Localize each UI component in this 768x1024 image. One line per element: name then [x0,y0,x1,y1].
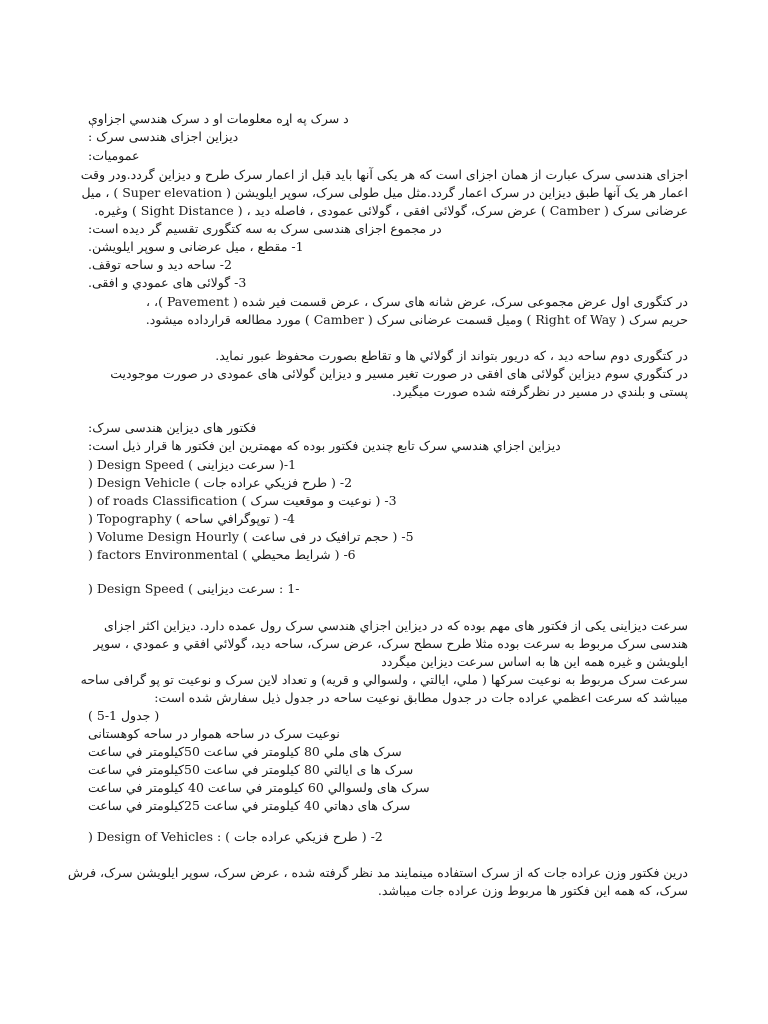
list-item: 2- ساحه دید و ساحه توقف. [88,257,232,272]
paragraph-line: عرضانی سرک ( Camber ) عرض سرک، گولائی افقی ، گولائی عمودی ، فاصله دید ، ( Sight Distance ) وغیره. [94,203,688,218]
paragraph-line: در مجموع اجزای هندسی سرک به سه کتگوری تقسیم گر دیده است: [88,221,442,236]
factor-list-item: 5- ( حجم ترافیک در فی ساعت ) Volume Design Hourly ( [88,529,414,544]
factor-list-item: 3- ( نوعیت و موقعیت سرک ) of roads Classification ( [88,493,397,508]
paragraph-line: در کتگوری دوم ساحه دید ، که دریور بتواند از گولائي ها و تقاطع بصورت محفوظ عبور نماید. [215,348,688,363]
table-row: سرک های ملي 80 کیلومتر في ساعت 50کیلومتر في ساعت [88,744,402,759]
paragraph-line: اعمار هر یک آنها طبق دیزاین در سرک اعمار گردد.مثل میل طولی سرک، سوپر ایلویشن ( Super elevation ) ، میل [81,185,688,200]
paragraph-line: در کتگوری اول عرض مجموعی سرک، عرض شانه های سرک ، عرض قسمت فیر شده ( Pavement )، ، [146,294,688,309]
table-row: نوعیت سرک در ساحه هموار در ساحه کوهستانی [88,726,340,741]
paragraph-line: سرعت دیزاینی یکی از فکتور های مهم بوده که در دیزاین اجزاي هندسي سرک رول عمده دارد. دیزاین اکثر اجزای [104,618,688,633]
paragraph-line: پستی و بلندي در مسیر در نظرگرفته شده صورت میگیرد. [391,384,688,399]
paragraph-line: ایلویشن و غیره همه این ها به اساس سرعت دیزاین میگردد [381,654,688,669]
paragraph-line: حریم سرک ( Right of Way ) ومیل قسمت عرضانی سرک ( Camber ) مورد مطالعه قرارداده میشود. [145,312,688,327]
subheading-general: عمومیات: [88,148,140,163]
paragraph-line: در کتگوري سوم دیزاین گولائی های افقی در صورت تغیر مسیر و دیزاین گولائی های عمودی در صورت موجودیت [110,366,688,381]
paragraph-line: سرعت سرک مربوط به نوعیت سرکها ( ملي، ایالتي ، ولسوالي و قریه) و تعداد لاین سرک و نوعیت تو پو گرافی ساحه [80,672,688,687]
table-row: سرک های ولسوالي 60 کیلومتر في ساعت 40 کیلومتر في ساعت [88,780,430,795]
table-caption: ( جدول 1-5 ) [88,708,160,723]
list-item: 3- گولائی های عمودي و افقی. [88,275,247,290]
factor-list-item: 4- ( توپوگرافي ساحه ) Topography ( [88,511,295,526]
paragraph-line: هندسی سرک مربوط به سرعت بوده مثلا طرح سطح سرک، عرض سرک، ساحه دید، گولائي افقي و عمودي ، سوپر [93,636,688,651]
subheading-design-speed: -1 : سرعت دیزاینی ) Design Speed ( [88,581,300,596]
table-row: سرک های دهاتي 40 کیلومتر في ساعت 25کیلومتر في ساعت [88,798,411,813]
factor-list-item: 1-( سرعت دیزاینی ) Design Speed ( [88,457,297,472]
table-row: سرک ها ی ایالتي 80 کیلومتر في ساعت 50کیلومتر في ساعت [88,762,414,777]
paragraph-line: میباشد که سرعت اعظمي عراده جات در جدول مطابق نوعیت ساحه در جدول ذیل سفارش شده است: [154,690,688,705]
paragraph-line: اجزای هندسی سرک عبارت از همان اجزای است که هر یکی آنها باید قبل از اعمار سرک طرح و دیزاین گردد.ودر وقت [80,167,688,182]
paragraph-line: سرک، که همه این فکتور ها مربوط وزن عراده جات میباشد. [377,883,688,898]
paragraph-line: دیزاین اجزاي هندسي سرک تابع چندین فکتور بوده که مهمترین این فکتور ها قرار ذیل است: [88,438,561,453]
subheading-factors: فکتور های دیزاین هندسی سرک: [88,420,257,435]
factor-list-item: 6- ( شرایط محیطي ) factors Environmental ( [88,547,356,562]
paragraph-line: درین فکتور وزن عراده جات که از سرک استفاده مینمایند مد نظر گرفته شده ، عرض سرک، سوپر ایلویشن سرک، فرش [67,865,688,880]
subheading-design-vehicles: 2- ( طرح فزیکي عراده جات ) : Design of Vehicles ( [88,829,383,844]
list-item: 1- مقطع ، میل عرضانی و سوپر ایلویشن. [88,239,304,254]
document-title: د سرک په اړه معلومات او د سرک هندسي اجزاوې [88,111,349,126]
factor-list-item: 2- ( طرح فزیکي عراده جات ) Design Vehicle ( [88,475,353,490]
document-page [67,0,688,1024]
section-heading: دیزاین اجزای هندسی سرک : [88,129,239,144]
